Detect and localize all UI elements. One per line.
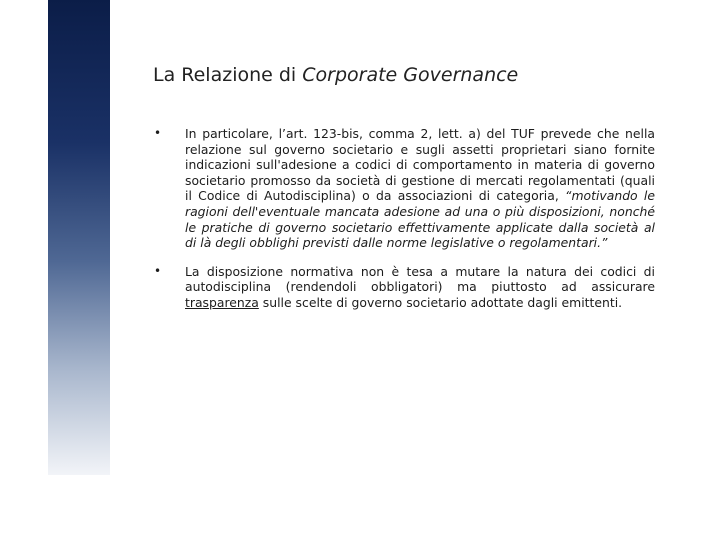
bullet-item-1 bbox=[150, 126, 655, 251]
title-emphasis: Corporate Governance bbox=[302, 64, 519, 86]
bullet-item-2 bbox=[150, 264, 655, 311]
bullet-1-quote: “motivando le ragioni dell'eventuale mancata adesione ad una o più disposizioni, nonché le pratiche di governo societario effettivamente applicate dalla società al di là degli obblighi previsti dalle norme legislative o regolamentari.” bbox=[185, 188, 655, 251]
slide-content bbox=[150, 126, 655, 324]
bullet-dot-icon: • bbox=[154, 126, 162, 140]
bullet-2-text-after: sulle scelte di governo societario adottate dagli emittenti. bbox=[258, 294, 623, 310]
bullet-dot-icon: • bbox=[154, 263, 162, 278]
bullet-2-text-before: La disposizione normativa non è tesa a mutare la natura dei codici di autodisciplina (rendendoli obbligatori) ma piuttosto ad assicurare bbox=[185, 263, 655, 295]
brand-logo-text: GIANNI, ORIGONI, GRIPPO & PARTNERS bbox=[118, 32, 134, 324]
brand-sidebar bbox=[48, 0, 134, 475]
bullet-1-text: In particolare, l’art. 123-bis, comma 2, lett. a) del TUF prevede che nella relazione sul governo societario e sugli assetti proprietari siano fornite indicazioni sull'adesione a codici di comportamento in materia di governo societario promosso da società di gestione di mercati regolamentati (quali il Codice di Autodisciplina) o da associazioni di categoria, bbox=[185, 126, 655, 204]
title-prefix: La Relazione di bbox=[153, 64, 303, 86]
slide-title bbox=[153, 64, 518, 86]
bullet-2-underlined-term: trasparenza bbox=[185, 294, 259, 310]
